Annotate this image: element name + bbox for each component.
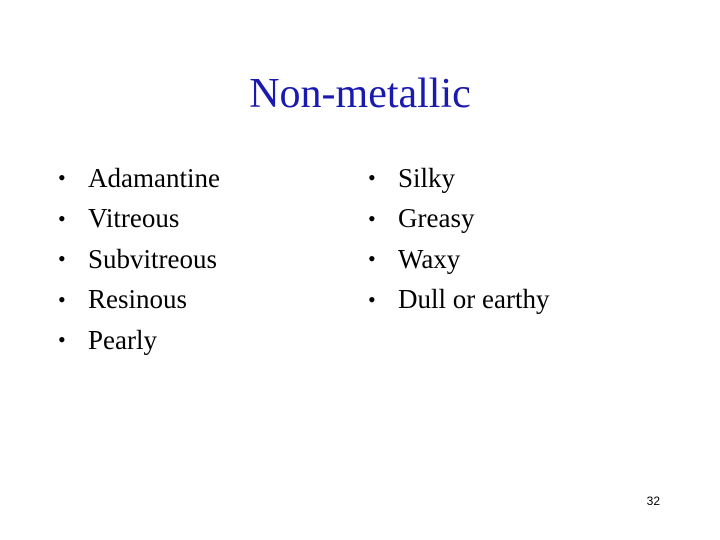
list-item <box>58 158 220 199</box>
bullet-icon: • <box>58 205 66 231</box>
list-item-label: Vitreous <box>88 203 180 234</box>
list-item <box>368 280 549 321</box>
bullet-icon: • <box>58 327 66 353</box>
bullet-icon: • <box>368 286 376 312</box>
list-item <box>58 280 220 321</box>
list-item <box>368 239 549 280</box>
left-bullet-list <box>58 158 220 361</box>
list-item-label: Pearly <box>88 324 157 355</box>
list-item <box>58 320 220 361</box>
list-item-label: Adamantine <box>88 162 220 193</box>
bullet-icon: • <box>58 286 66 312</box>
bullet-icon: • <box>368 246 376 272</box>
list-item-label: Silky <box>398 162 456 193</box>
list-item <box>368 158 549 199</box>
bullet-icon: • <box>58 246 66 272</box>
list-item-label: Resinous <box>88 284 188 315</box>
bullet-icon: • <box>368 205 376 231</box>
list-item <box>58 199 220 240</box>
bullet-icon: • <box>58 165 66 191</box>
slide-title: Non-metallic <box>249 71 471 117</box>
page-number: 32 <box>646 494 660 508</box>
list-item <box>368 199 549 240</box>
bullet-icon: • <box>368 165 376 191</box>
list-item-label: Waxy <box>398 243 461 274</box>
list-item-label: Greasy <box>398 203 475 234</box>
list-item <box>58 239 220 280</box>
list-item-label: Dull or earthy <box>398 284 550 315</box>
list-item-label: Subvitreous <box>88 243 218 274</box>
right-bullet-list <box>368 158 549 320</box>
